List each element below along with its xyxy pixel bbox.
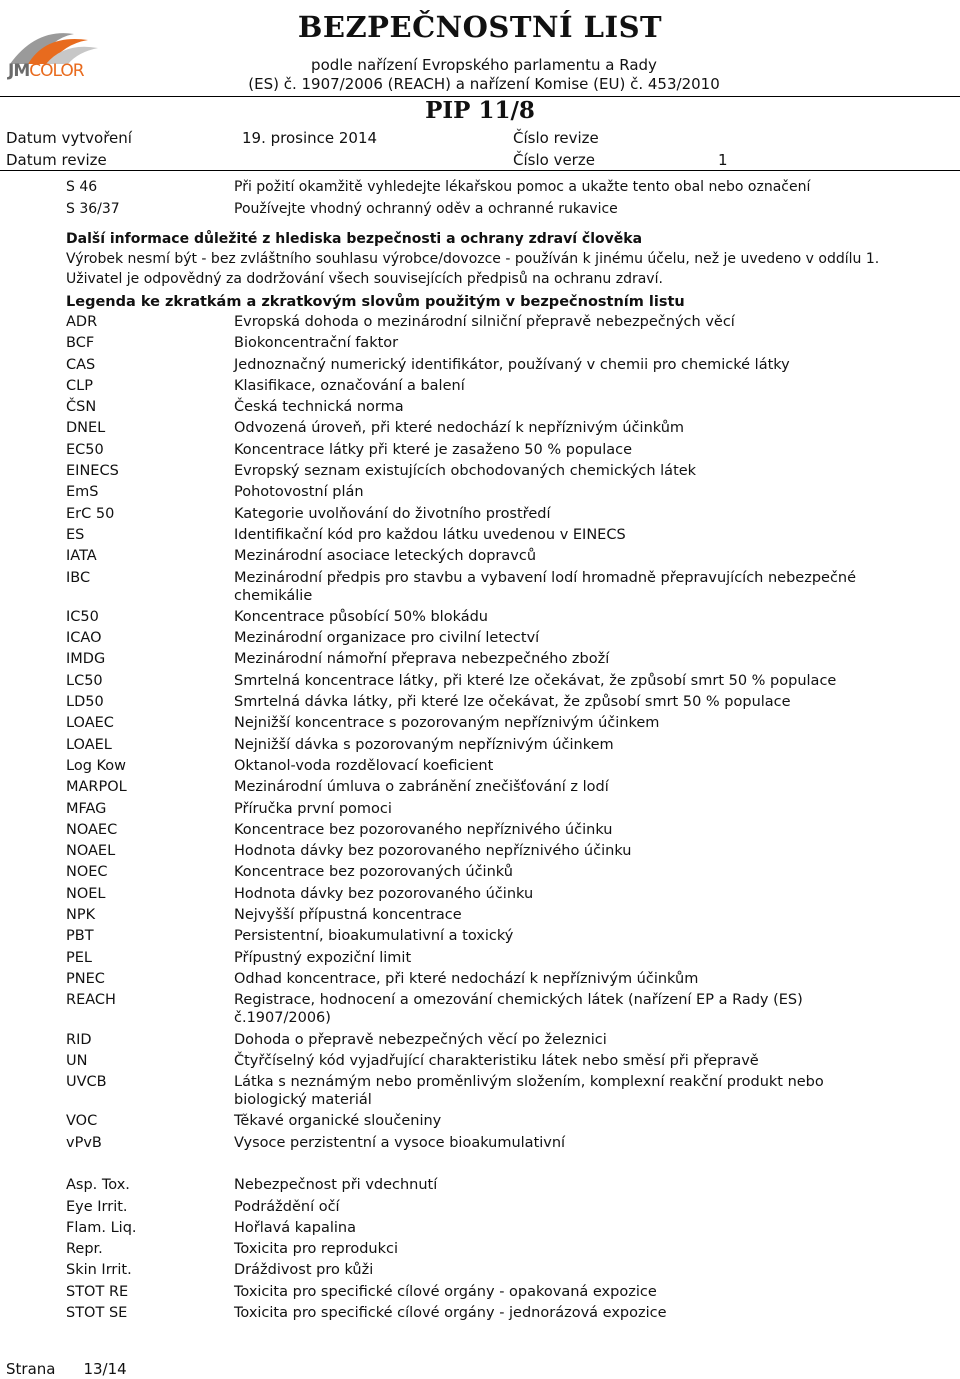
legend-row: [66, 1112, 896, 1130]
page-footer: [6, 1360, 127, 1378]
legend-row: [66, 334, 896, 352]
legend-abbreviation: BCF: [66, 335, 95, 352]
legend-abbreviation: ErC 50: [66, 505, 115, 522]
legend-row: [66, 462, 896, 480]
legend-abbreviation: STOT RE: [66, 1283, 129, 1300]
legend-abbreviation: VOC: [66, 1113, 98, 1130]
legend-row: [66, 778, 896, 796]
legend-heading: Legenda ke zkratkám a zkratkovým slovům použitým v bezpečnostním listu: [66, 294, 685, 310]
legend-row: [66, 736, 896, 754]
version-number-label: Číslo verze: [513, 151, 595, 169]
legend-definition: Toxicita pro specifické cílové orgány - opakovaná expozice: [234, 1283, 657, 1300]
product-name: PIP 11/8: [425, 97, 535, 124]
legend-row: [66, 313, 896, 331]
legend-abbreviation: IMDG: [66, 651, 106, 668]
other-info-heading: Další informace důležité z hlediska bezpečnosti a ochrany zdraví člověka: [66, 231, 643, 247]
legend-abbreviation: NOEL: [66, 885, 106, 902]
legend-row: [66, 821, 896, 839]
legend-definition: Smrtelná dávka látky, při které lze očekávat, že způsobí smrt 50 % populace: [234, 694, 791, 711]
legend-definition: Mezinárodní organizace pro civilní letectví: [234, 630, 540, 647]
legend-row: [66, 1176, 896, 1194]
legend-abbreviation: LOAEL: [66, 736, 112, 753]
legend-row: [66, 441, 896, 459]
legend-abbreviation: NPK: [66, 907, 96, 924]
legend-row: [66, 949, 896, 967]
legend-definition: Příručka první pomoci: [234, 800, 392, 817]
legend-abbreviation: Log Kow: [66, 757, 127, 774]
legend-row: [66, 842, 896, 860]
legend-row: [66, 1198, 896, 1216]
legend-definition: Klasifikace, označování a balení: [234, 377, 465, 394]
legend-definition: Látka s neznámým nebo proměnlivým složením, komplexní reakční produkt nebo biologický materiál: [234, 1074, 824, 1109]
legend-definition: Nejnižší dávka s pozorovaným nepříznivým účinkem: [234, 736, 614, 753]
legend-definition: Registrace, hodnocení a omezování chemických látek (nařízení EP a Rady (ES) č.1907/2006): [234, 992, 803, 1027]
legend-abbreviation: LOAEC: [66, 715, 114, 732]
legend-definition: Nejvyšší přípustná koncentrace: [234, 907, 462, 924]
logo-wordmark: JMCOLOR: [8, 61, 84, 81]
legend-abbreviation: Skin Irrit.: [66, 1262, 132, 1279]
revision-number-label: Číslo revize: [513, 129, 599, 147]
created-date-label: Datum vytvoření: [6, 129, 132, 147]
legend-definition: Persistentní, bioakumulativní a toxický: [234, 928, 514, 945]
regulation-line-2: (ES) č. 1907/2006 (REACH) a nařízení Komise (EU) č. 453/2010: [248, 75, 720, 93]
legend-row: [66, 991, 896, 1027]
legend-definition: Koncentrace působící 50% blokádu: [234, 608, 488, 625]
s-phrase-code: S 46: [66, 179, 98, 195]
created-date-value: 19. prosince 2014: [242, 129, 378, 147]
legend-row: [66, 1261, 896, 1279]
legend-row: [66, 885, 896, 903]
legend-abbreviation: ČSN: [66, 399, 97, 416]
legend-definition: Přípustný expoziční limit: [234, 949, 412, 966]
legend-abbreviation: NOAEC: [66, 821, 118, 838]
legend-definition: Koncentrace bez pozorovaných účinků: [234, 864, 513, 881]
legend-abbreviation: IC50: [66, 608, 99, 625]
legend-definition: Nebezpečnost při vdechnutí: [234, 1177, 438, 1194]
legend-abbreviation: PBT: [66, 928, 94, 945]
legend-definition: Hodnota dávky bez pozorovaného účinku: [234, 885, 534, 902]
legend-definition: Odvozená úroveň, při které nedochází k nepříznivým účinkům: [234, 420, 685, 437]
legend-definition: Koncentrace bez pozorovaného nepříznivého účinku: [234, 821, 613, 838]
legend-definition: Smrtelná koncentrace látky, při které lze očekávat, že způsobí smrt 50 % populace: [234, 672, 837, 689]
s-phrase-row: [66, 179, 811, 195]
legend-abbreviation: EINECS: [66, 463, 119, 480]
legend-row: [66, 547, 896, 565]
legend-definition: Odhad koncentrace, při které nedochází k nepříznivým účinkům: [234, 970, 699, 987]
legend-abbreviation: LC50: [66, 672, 103, 689]
legend-row: [66, 1052, 896, 1070]
legend-definition: Oktanol-voda rozdělovací koeficient: [234, 757, 494, 774]
legend-row: [66, 757, 896, 775]
legend-abbreviation: PEL: [66, 949, 92, 966]
revision-date-label: Datum revize: [6, 151, 107, 169]
legend-row: [66, 927, 896, 945]
legend-definition: Identifikační kód pro každou látku uvedenou v EINECS: [234, 526, 626, 543]
legend-definition: Toxicita pro specifické cílové orgány - jednorázová expozice: [234, 1305, 667, 1322]
legend-definition: Vysoce perzistentní a vysoce bioakumulativní: [234, 1134, 566, 1151]
s-phrase-code: S 36/37: [66, 201, 120, 217]
legend-row: [66, 483, 896, 501]
legend-abbreviation: ICAO: [66, 630, 102, 647]
legend-row: [66, 1283, 896, 1301]
legend-definition: Pohotovostní plán: [234, 484, 364, 501]
legend-abbreviation: IATA: [66, 548, 97, 565]
legend-abbreviation: EC50: [66, 441, 104, 458]
legend-row: [66, 863, 896, 881]
legend-row: [66, 569, 896, 605]
legend-abbreviation: STOT SE: [66, 1305, 128, 1322]
legend-abbreviation: EmS: [66, 484, 99, 501]
legend-abbreviation: Asp. Tox.: [66, 1177, 130, 1194]
legend-abbreviation: IBC: [66, 569, 91, 586]
legend-abbreviation: DNEL: [66, 420, 106, 437]
legend-definition: Česká technická norma: [234, 399, 404, 416]
regulation-line-1: podle nařízení Evropského parlamentu a Rady: [311, 56, 657, 74]
page-number: 13/14: [83, 1360, 127, 1378]
legend-definition: Koncentrace látky při které je zasaženo 50 % populace: [234, 441, 633, 458]
legend-spacer: [66, 1155, 896, 1173]
legend-definition: Biokoncentrační faktor: [234, 335, 399, 352]
s-phrase-text: Při požití okamžitě vyhledejte lékařskou pomoc a ukažte tento obal nebo označení: [234, 179, 811, 195]
legend-row: [66, 714, 896, 732]
legend-row: [66, 419, 896, 437]
legend-definition: Dráždivost pro kůži: [234, 1262, 374, 1279]
legend-abbreviation: REACH: [66, 992, 116, 1009]
legend-definition: Mezinárodní asociace leteckých dopravců: [234, 548, 537, 565]
legend-abbreviation: UVCB: [66, 1074, 107, 1091]
document-title: BEZPEČNOSTNÍ LIST: [297, 10, 663, 44]
page-label: Strana: [6, 1360, 56, 1378]
legend-row: [66, 672, 896, 690]
legend-definition: Mezinárodní předpis pro stavbu a vybavení lodí hromadně přepravujících nebezpečné chemikálie: [234, 569, 857, 604]
legend-row: [66, 1304, 896, 1322]
legend-definition: Mezinárodní úmluva o zabránění znečišťování z lodí: [234, 779, 609, 796]
legend-definition: Dohoda o přepravě nebezpečných věcí po železnici: [234, 1031, 607, 1048]
legend-definition: Toxicita pro reprodukci: [234, 1241, 399, 1258]
legend-abbreviation: vPvB: [66, 1134, 102, 1151]
legend-definition: Nejnižší koncentrace s pozorovaným nepříznivým účinkem: [234, 715, 660, 732]
s-phrase-row: [66, 201, 618, 217]
legend-abbreviation: NOAEL: [66, 843, 116, 860]
legend-definition: Jednoznačný numerický identifikátor, používaný v chemii pro chemické látky: [234, 356, 790, 373]
legend-abbreviation: Repr.: [66, 1241, 103, 1258]
legend-row: [66, 377, 896, 395]
legend-row: [66, 398, 896, 416]
legend-row: [66, 1031, 896, 1049]
legend-row: [66, 1219, 896, 1237]
legend-definition: Hodnota dávky bez pozorovaného nepříznivého účinku: [234, 843, 632, 860]
legend-abbreviation: CAS: [66, 356, 96, 373]
legend-abbreviation: LD50: [66, 694, 104, 711]
legend-definition: Mezinárodní námořní přeprava nebezpečného zboží: [234, 651, 610, 668]
legend-abbreviation: PNEC: [66, 970, 105, 987]
legend-row: [66, 1073, 896, 1109]
legend-definition: Kategorie uvolňování do životního prostředí: [234, 505, 551, 522]
legend-abbreviation: MARPOL: [66, 779, 127, 796]
abbreviation-legend: [66, 313, 896, 1325]
legend-abbreviation: UN: [66, 1052, 88, 1069]
legend-row: [66, 629, 896, 647]
legend-definition: Podráždění očí: [234, 1198, 340, 1215]
legend-abbreviation: RID: [66, 1031, 92, 1048]
legend-abbreviation: Flam. Liq.: [66, 1219, 137, 1236]
legend-abbreviation: CLP: [66, 377, 93, 394]
legend-row: [66, 1134, 896, 1152]
header-bottom-divider: [0, 170, 960, 171]
other-info-line-2: Uživatel je odpovědný za dodržování všech souvisejících předpisů na ochranu zdraví.: [66, 271, 663, 287]
legend-row: [66, 1240, 896, 1258]
legend-row: [66, 356, 896, 374]
version-number-value: 1: [718, 151, 728, 169]
legend-row: [66, 970, 896, 988]
legend-abbreviation: ES: [66, 526, 85, 543]
legend-definition: Evropská dohoda o mezinárodní silniční přepravě nebezpečných věcí: [234, 314, 735, 330]
legend-row: [66, 693, 896, 711]
other-info-line-1: Výrobek nesmí být - bez zvláštního souhlasu výrobce/dovozce - používán k jinému účelu, než je uvedeno v oddílu 1.: [66, 251, 880, 267]
legend-row: [66, 800, 896, 818]
legend-definition: Těkavé organické sloučeniny: [234, 1113, 442, 1130]
legend-row: [66, 526, 896, 544]
legend-row: [66, 608, 896, 626]
legend-abbreviation: NOEC: [66, 864, 108, 881]
legend-definition: Evropský seznam existujících obchodovaných chemických látek: [234, 463, 697, 480]
legend-row: [66, 650, 896, 668]
legend-abbreviation: Eye Irrit.: [66, 1198, 128, 1215]
legend-row: [66, 906, 896, 924]
legend-definition: Hořlavá kapalina: [234, 1219, 356, 1236]
legend-definition: Čtyřčíselný kód vyjadřující charakteristiku látek nebo směsí při přepravě: [234, 1052, 759, 1069]
legend-abbreviation: MFAG: [66, 800, 107, 817]
legend-row: [66, 505, 896, 523]
legend-abbreviation: ADR: [66, 314, 98, 330]
s-phrase-text: Používejte vhodný ochranný oděv a ochranné rukavice: [234, 201, 618, 217]
